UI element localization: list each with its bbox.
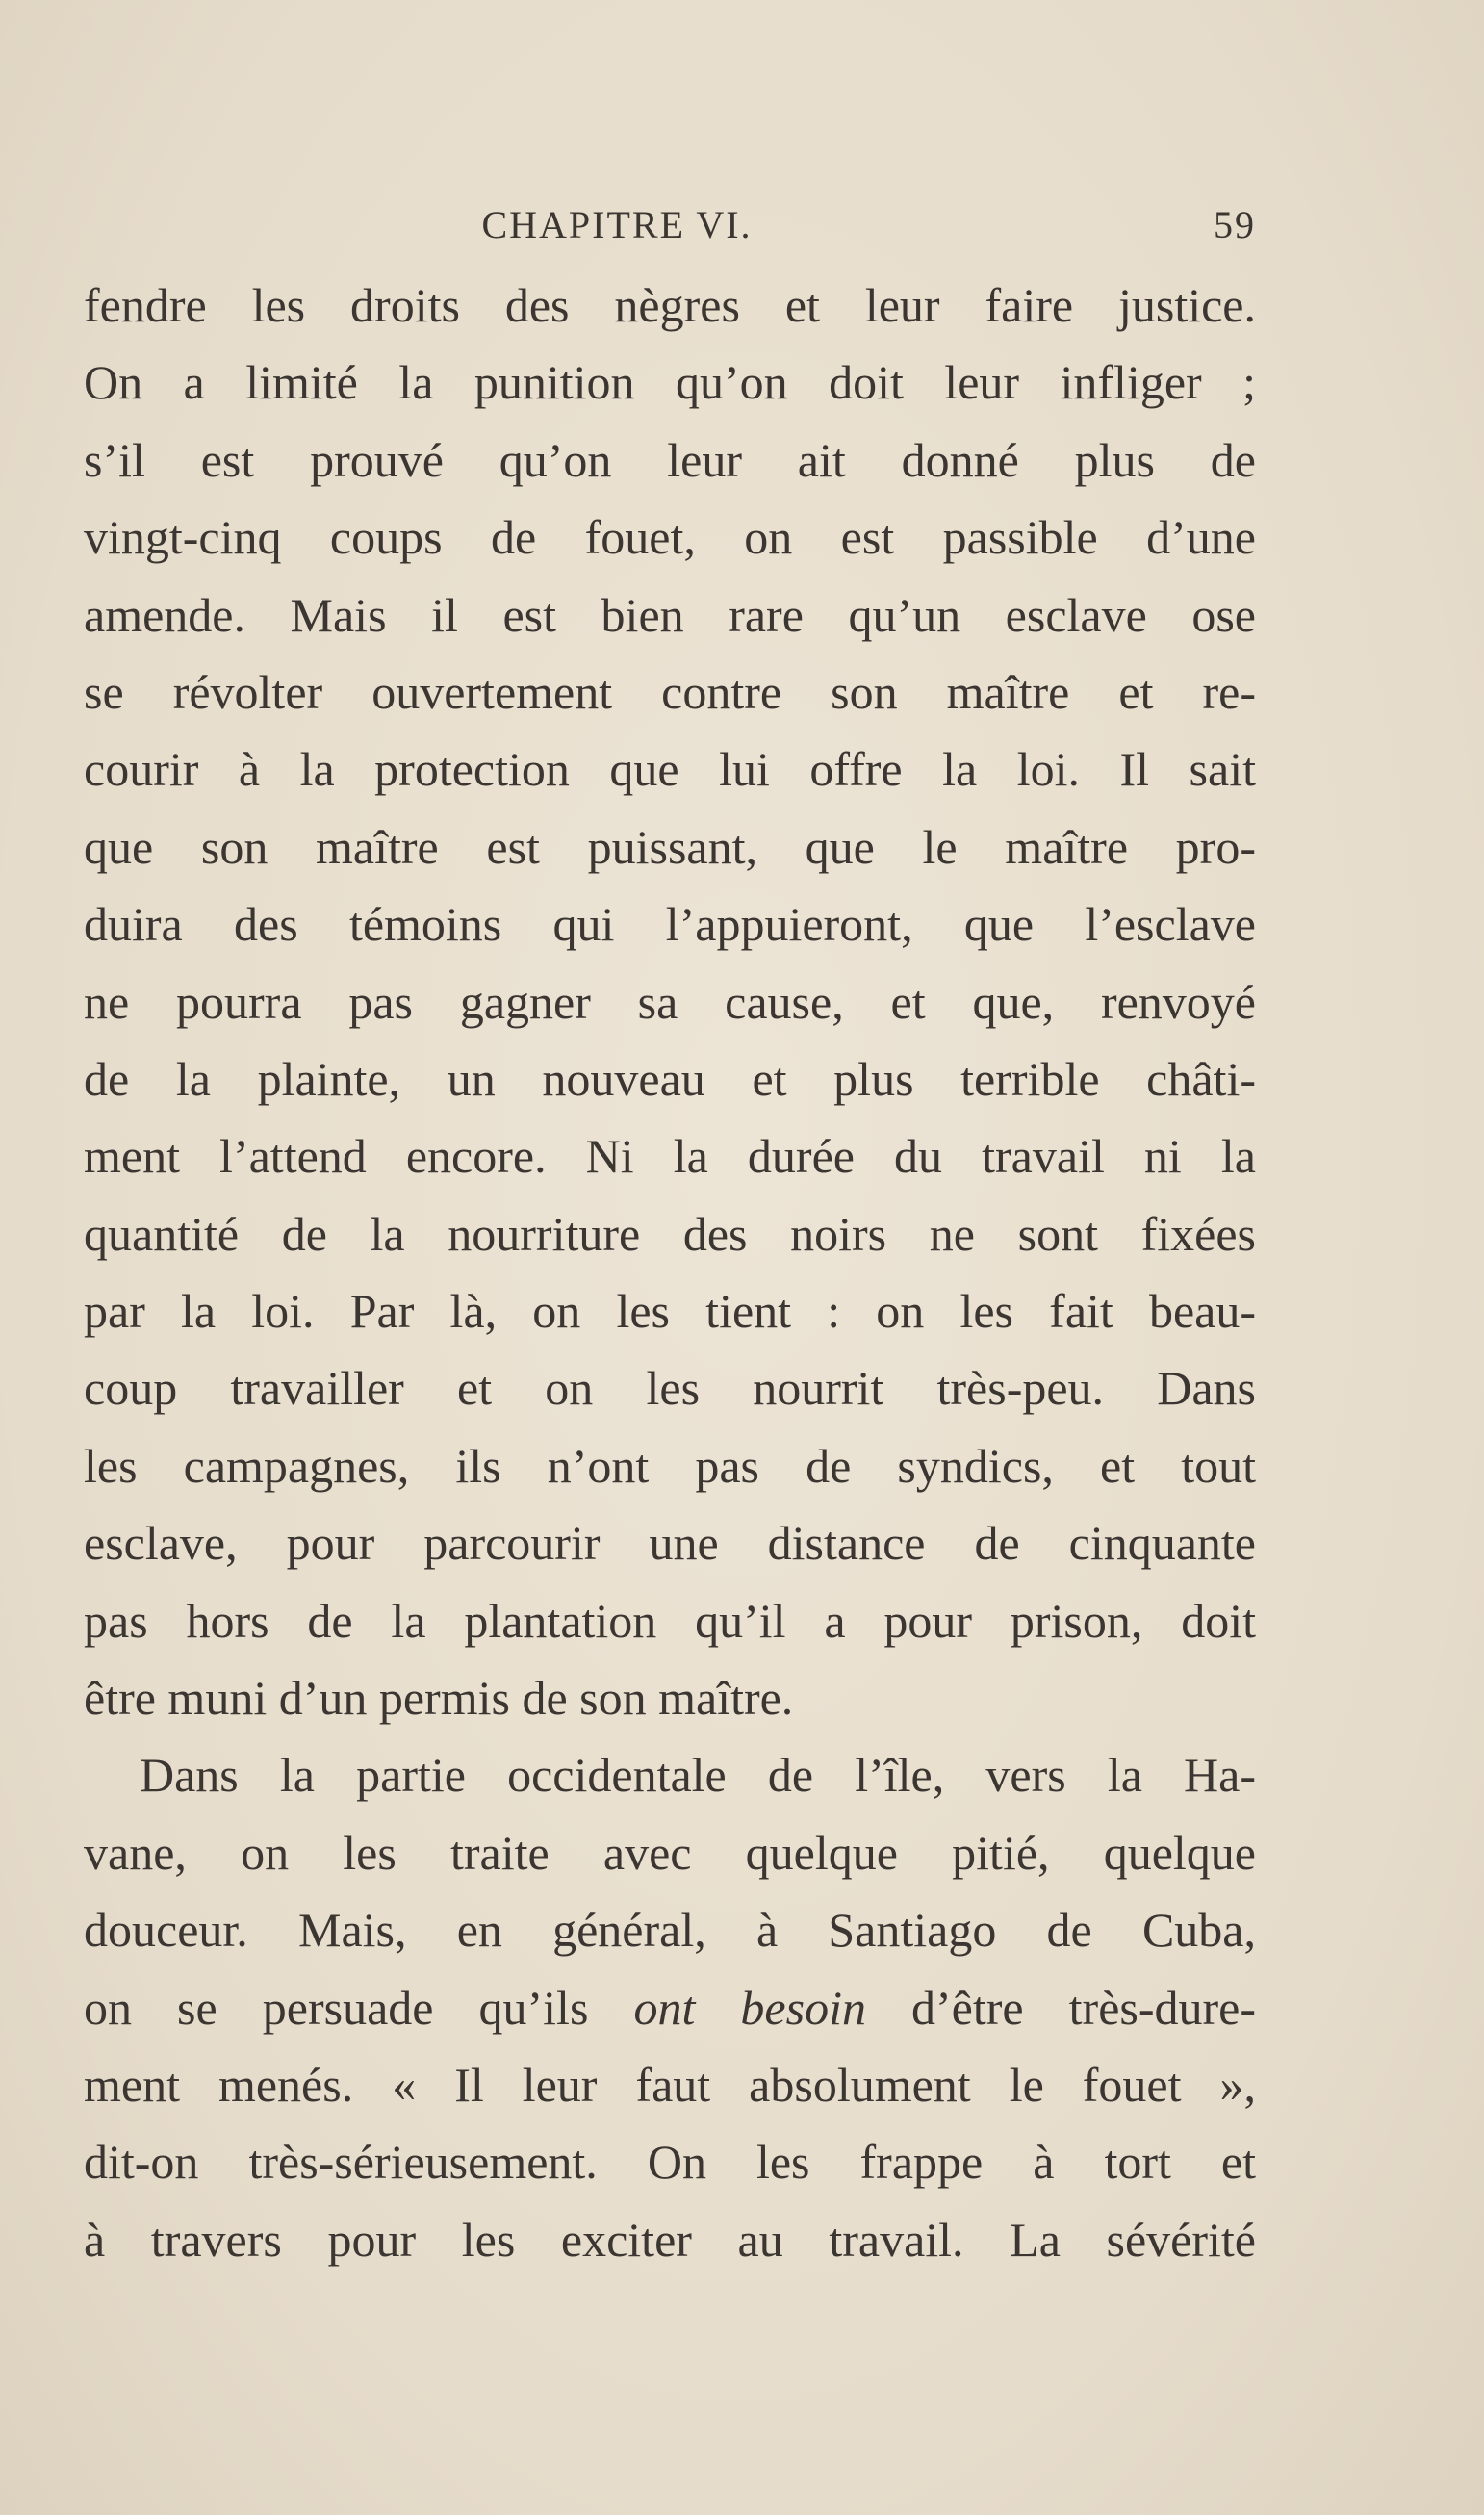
italic-text: ont besoin: [633, 1980, 866, 2035]
text-line: dit-on très-sérieusement. On les frappe à tort et: [84, 2135, 1256, 2190]
text-line: douceur. Mais, en général, à Santiago de Cuba,: [84, 1903, 1256, 1958]
text-line: vingt-cinq coups de fouet, on est passible d’une: [84, 510, 1256, 565]
text-segment: d’être très-dure-: [865, 1980, 1256, 2035]
text-line: être muni d’un permis de son maître.: [84, 1671, 794, 1726]
text-line: que son maître est puissant, que le maître pro-: [84, 819, 1256, 874]
text-line: de la plainte, un nouveau et plus terrible châti-: [84, 1051, 1256, 1106]
text-line: s’il est prouvé qu’on leur ait donné plus de: [84, 432, 1256, 487]
text-line: ne pourra pas gagner sa cause, et que, renvoyé: [84, 974, 1256, 1029]
text-line: les campagnes, ils n’ont pas de syndics, et tout: [84, 1438, 1256, 1493]
text-line: On a limité la punition qu’on doit leur infliger ;: [84, 355, 1256, 410]
text-line: à travers pour les exciter au travail. La sévérité: [84, 2212, 1256, 2267]
text-line: duira des témoins qui l’appuieront, que l’esclave: [84, 897, 1256, 952]
running-title: CHAPITRE VI.: [481, 203, 753, 246]
text-line: par la loi. Par là, on les tient : on les fait beau-: [84, 1284, 1256, 1339]
text-line: amende. Mais il est bien rare qu’un esclave ose: [84, 587, 1256, 642]
text-line: se révolter ouvertement contre son maître et re-: [84, 664, 1256, 719]
text-line: ment l’attend encore. Ni la durée du travail ni la: [84, 1129, 1256, 1184]
text-line: Dans la partie occidentale de l’île, vers la Ha-: [140, 1748, 1256, 1803]
text-line: [84, 1969, 1256, 2046]
text-line: coup travailler et on les nourrit très-peu. Dans: [84, 1361, 1256, 1416]
text-line: fendre les droits des nègres et leur faire justice.: [84, 278, 1256, 332]
page-number: 59: [1214, 203, 1256, 246]
text-line: pas hors de la plantation qu’il a pour prison, doit: [84, 1593, 1256, 1648]
text-line: esclave, pour parcourir une distance de cinquante: [84, 1516, 1256, 1571]
text-line: ment menés. « Il leur faut absolument le fouet »,: [84, 2057, 1256, 2112]
text-line: quantité de la nourriture des noirs ne sont fixées: [84, 1206, 1256, 1261]
body-text: [84, 267, 1256, 2278]
page-header: [84, 202, 1256, 256]
text-segment: on se persuade qu’ils: [84, 1980, 634, 2035]
text-line: courir à la protection que lui offre la loi. Il sait: [84, 742, 1256, 797]
text-line: vane, on les traite avec quelque pitié, quelque: [84, 1825, 1256, 1880]
